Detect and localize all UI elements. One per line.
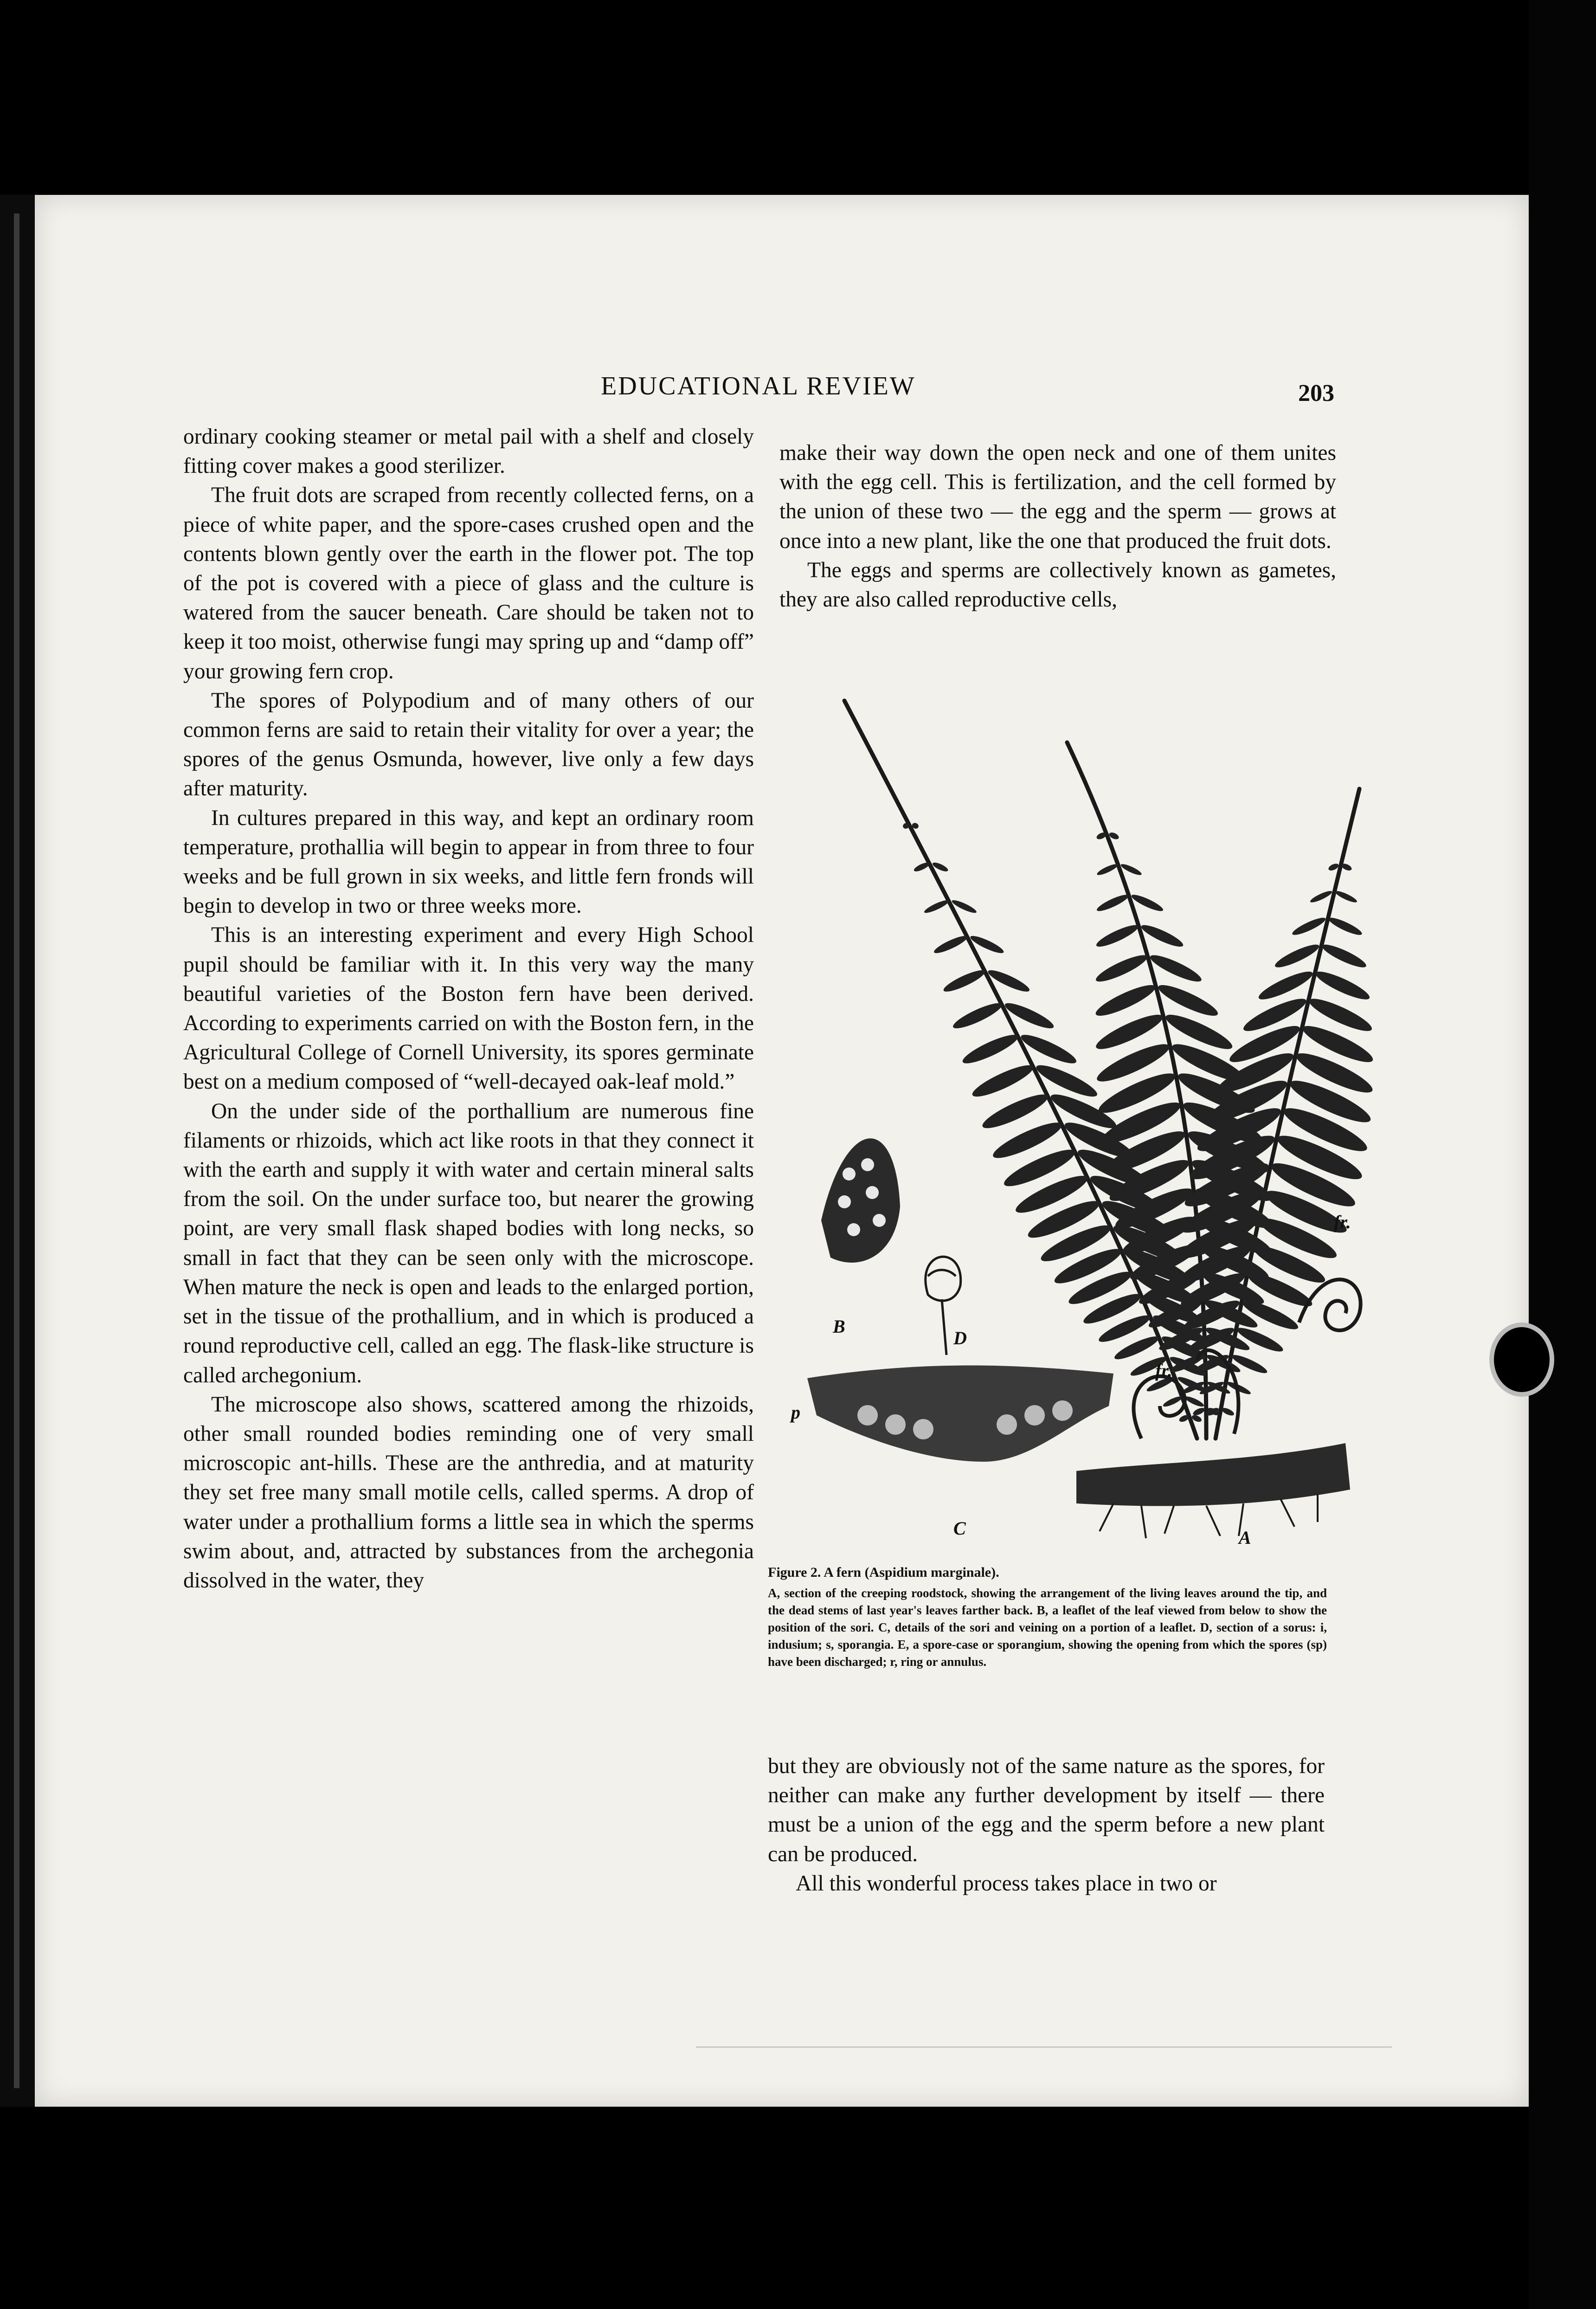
left-column	[183, 422, 754, 1595]
binder-hole	[1489, 1322, 1554, 1397]
paragraph: In cultures prepared in this way, and kept an ordinary room temperature, prothallia will begin to appear in from three to four weeks and be full grown in six weeks, and little fern fronds will begin to develop in two or three weeks more.	[183, 806, 754, 918]
running-header: EDUCATIONAL REVIEW	[601, 372, 916, 400]
figure-label-a: A	[1239, 1527, 1251, 1548]
fern-pinna	[1320, 941, 1369, 971]
paragraph: This is an interesting experiment and every High School pupil should be familiar with it. In this very way the many beautiful varieties of the Boston fern have been derived. According to experiments carried on with the Boston fern, in the Agricultural College of Cornell University, its spores germinate best on a medium composed of “well-decayed oak-leaf mold.”	[183, 923, 754, 1094]
figure-label-d: D	[953, 1328, 967, 1348]
fern-pinna	[1235, 1324, 1285, 1355]
paragraph: but they are obviously not of the same nature as the spores, for neither can make any further development by itself — there must be a union of the egg and the sperm before a new plant can be produced.	[768, 1754, 1325, 1866]
figure-label-b: B	[833, 1316, 845, 1337]
fern-pinna	[1230, 1352, 1269, 1376]
right-column-top	[779, 439, 1336, 614]
fern-pinna	[1094, 922, 1140, 950]
figure-label-fr-right: fr.	[1334, 1212, 1351, 1232]
fern-pinna	[1273, 941, 1321, 971]
page-number: 203	[1298, 380, 1334, 406]
fern-pinna	[1018, 1030, 1079, 1068]
fern-pinna	[923, 898, 950, 915]
figure-label-fr-center: fr.	[1155, 1360, 1172, 1381]
right-column-bottom	[768, 1752, 1325, 1898]
fern-pinna	[1093, 980, 1158, 1021]
paragraph: The spores of Polypodium and of many others of our common ferns are said to retain their vitality for over a year; the spores of the genus Osmunda, however, live only a few days after maturity.	[183, 688, 754, 801]
fern-drawing	[789, 673, 1373, 1550]
paragraph: On the under side of the porthallium are numerous fine filaments or rhizoids, which act like roots in that they connect it with the earth and supply it with water and certain mineral salts from the soil. On the under surface too, but nearer the growing point, are very small flask shaped bodies with long necks, so small in fact that they can be seen only with the microscope. When mature the neck is open and leads to the enlarged portion, set in the tissue of the prothallium, and in which is produced a round reproductive cell, called an egg. The flask-like structure is called archegonium.	[183, 1099, 754, 1387]
caption-title: Figure 2. A fern (Aspidium marginale).	[768, 1565, 999, 1580]
paragraph: ordinary cooking steamer or metal pail with a shelf and closely fitting cover makes a good sterilizer.	[183, 425, 754, 478]
fern-pinna	[1313, 967, 1372, 1004]
fern-pinna	[1155, 980, 1221, 1021]
caption-text: A, section of the creeping roodstock, showing the arrangement of the living leaves around the tip, and the dead stems of last year's leaves farther back. B, a leaflet of the leaf viewed from below to show the position of the sori. C, details of the sori and veining on a portion of a leaflet. D, section of a sorus: i, indusium; s, sporangia. E, a spore-case or sporangium, showing the opening from which the spores (sp) have been discharged; r, ring or annulus.	[768, 1586, 1327, 1669]
fern-pinna	[960, 1030, 1021, 1068]
fern-illustration	[789, 673, 1373, 1550]
fern-pinna	[1003, 999, 1056, 1032]
fern-pinna	[969, 1060, 1036, 1102]
page-edge	[14, 213, 19, 2088]
fern-pinna	[1327, 915, 1364, 938]
fern-pinna	[913, 861, 930, 873]
paragraph: The eggs and sperms are collectively known as gametes, they are also called reproductive cells,	[779, 558, 1336, 612]
fern-pinna	[1095, 892, 1130, 914]
fern-pinna	[951, 999, 1004, 1032]
fern-pinna	[1094, 951, 1150, 986]
paragraph: The fruit dots are scraped from recently collected ferns, on a piece of white paper, and the spore-cases crushed open and the contents blown gently over the earth in the flower pot. The top of the pot is covered with a piece of glass and the culture is watered from the saucer beneath. Care should be taken not to keep it too moist, otherwise fungi may spring up and “damp off” your growing fern crop.	[183, 483, 754, 684]
figure-label-c: C	[953, 1518, 966, 1539]
fern-pinna	[1334, 889, 1358, 904]
figure-caption	[768, 1564, 1327, 1670]
fern-pinna	[1162, 1394, 1183, 1408]
paragraph: The microscope also shows, scattered among the rhizoids, other small rounded bodies reminding one of very small microscopic ant-hills. These are the anthredia, and at maturity they set free many small motile cells, called sperms. A drop of water under a prothallium forms a little sea in which the sperms swim about, and, attracted by substances from the archegonia dissolved in the water, they	[183, 1392, 754, 1593]
paragraph: All this wonderful process takes place in two or	[796, 1871, 1217, 1896]
figure-label-p: p	[791, 1402, 800, 1423]
paragraph: make their way down the open neck and one of them unites with the egg cell. This is fertilization, and the cell formed by the union of these two — the egg and the sperm — grows at once into a new plant, like the one that produced the fruit dots.	[779, 441, 1336, 553]
fern-pinna	[1291, 915, 1327, 938]
fern-pinna	[941, 967, 987, 995]
fern-pinna	[1096, 862, 1119, 877]
fern-pinna	[933, 933, 969, 956]
fern-pinna	[1256, 967, 1315, 1004]
scan-right-border	[1529, 0, 1596, 2309]
footer-rule	[696, 2046, 1392, 2048]
fern-pinna	[1309, 889, 1333, 904]
